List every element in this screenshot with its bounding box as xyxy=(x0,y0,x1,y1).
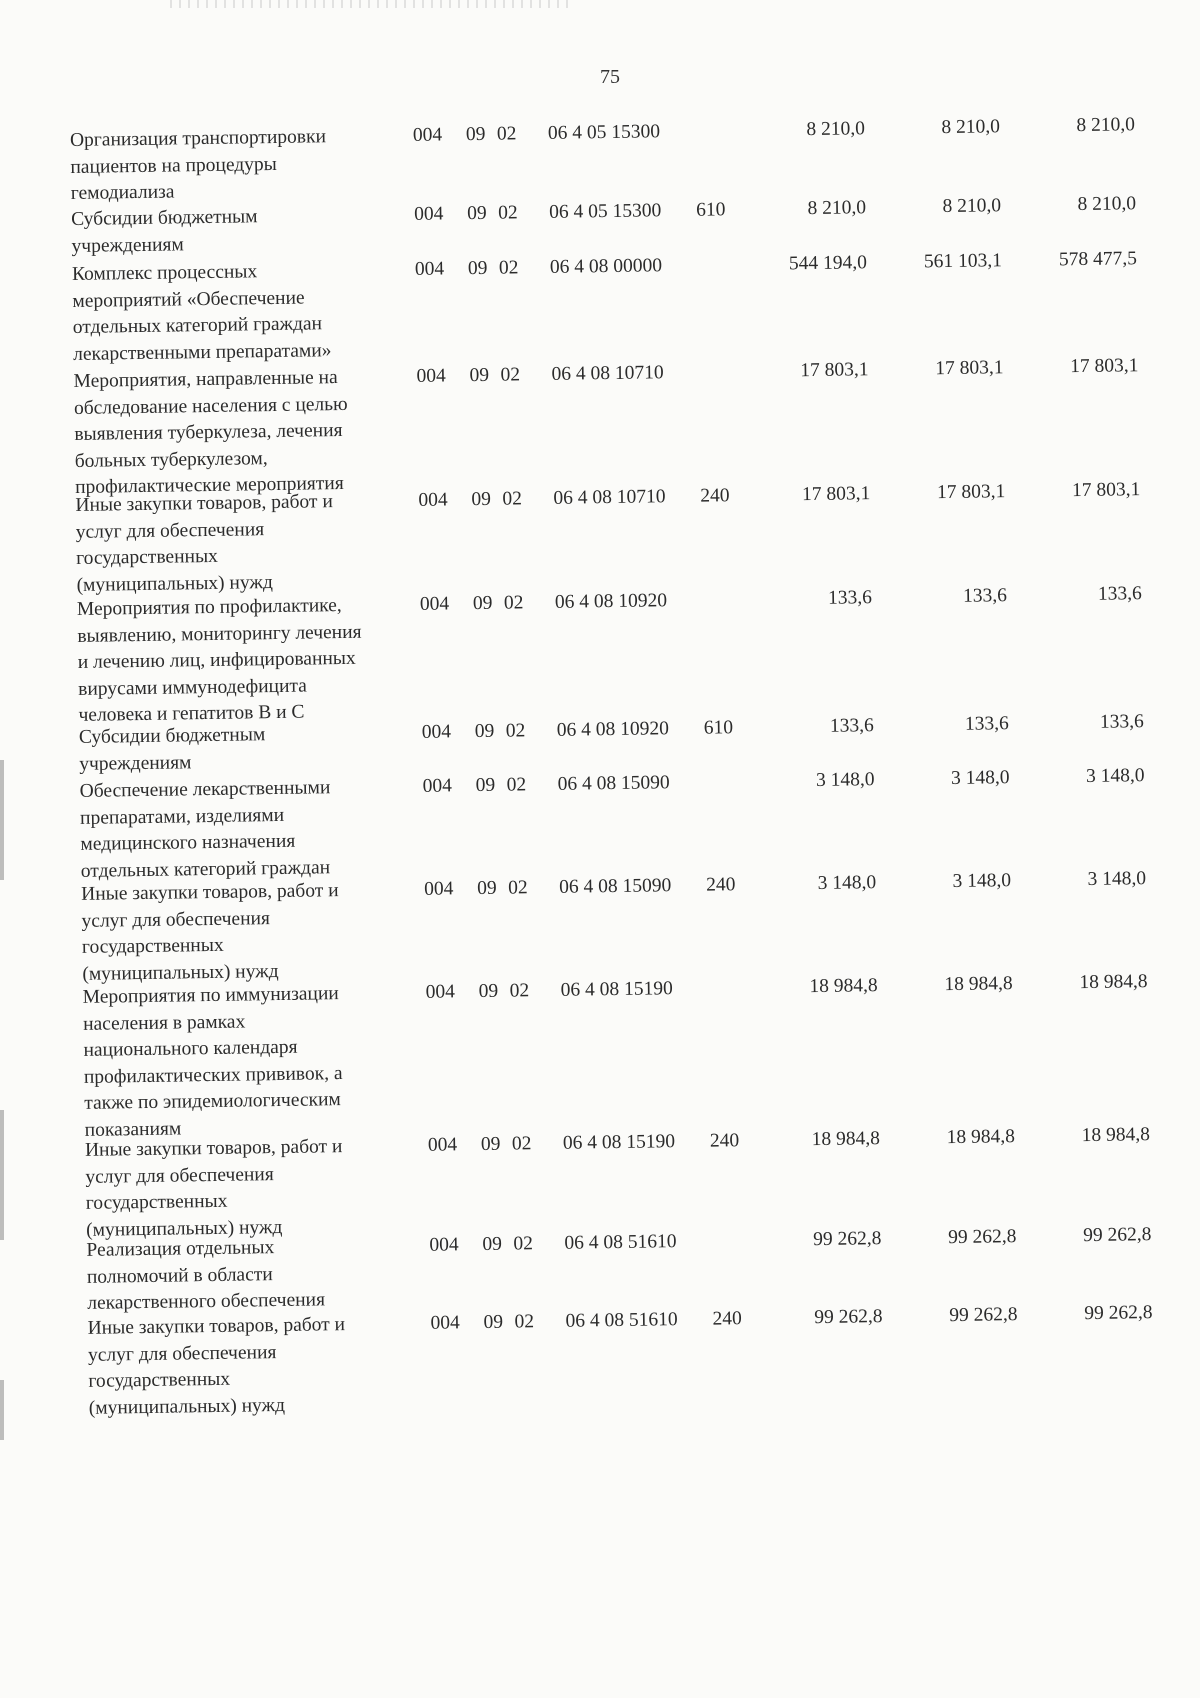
amount-year-1: 99 262,8 xyxy=(814,1306,883,1329)
row-name-line: населения в рамках xyxy=(82,1010,246,1035)
row-name-line: медицинского назначения xyxy=(80,830,296,855)
row-name-line: вирусами иммунодефицита xyxy=(77,675,308,700)
target-article-code: 06 4 05 15300 xyxy=(548,200,662,223)
subsection-code: 02 xyxy=(502,488,523,510)
row-name-line: также по эпидемиологическим xyxy=(84,1089,341,1114)
amount-year-2: 133,6 xyxy=(962,585,1008,607)
amount-year-3: 99 262,8 xyxy=(1084,1302,1153,1325)
expense-type-code: 240 xyxy=(705,874,736,896)
amount-year-3: 17 803,1 xyxy=(1071,479,1141,502)
row-name-line: услуг для обеспечения xyxy=(75,518,265,543)
target-article-code: 06 4 08 15090 xyxy=(558,875,672,898)
section-code: 09 xyxy=(472,592,493,615)
expense-type-code: 240 xyxy=(709,1130,740,1152)
amount-year-2: 17 803,1 xyxy=(936,481,1006,504)
row-name-line: Комплекс процессных xyxy=(71,261,258,285)
row-name-line: профилактические мероприятия xyxy=(74,472,344,498)
row-name-line: Мероприятия, направленные на xyxy=(73,367,338,392)
admin-code: 004 xyxy=(412,124,443,146)
amount-year-3: 3 148,0 xyxy=(1085,765,1145,787)
row-name-line: Иные закупки товаров, работ и xyxy=(81,880,339,905)
admin-code: 004 xyxy=(418,489,448,511)
expense-type-code: 610 xyxy=(703,717,734,739)
section-code: 09 xyxy=(480,1133,501,1156)
subsection-code: 02 xyxy=(506,774,527,796)
amount-year-3: 18 984,8 xyxy=(1081,1124,1151,1147)
row-name xyxy=(86,1233,427,1318)
admin-code: 004 xyxy=(423,878,454,900)
section-code: 09 xyxy=(471,488,492,511)
amount-year-2: 3 148,0 xyxy=(950,767,1010,789)
amount-year-2: 8 210,0 xyxy=(942,195,1002,218)
row-name-line: государственных xyxy=(81,934,224,958)
admin-code: 004 xyxy=(427,1134,458,1156)
subsection-code: 02 xyxy=(511,1133,532,1155)
amount-year-1: 99 262,8 xyxy=(812,1228,882,1251)
target-article-code: 06 4 08 15190 xyxy=(562,1131,676,1154)
row-name-line: (муниципальных) нужд xyxy=(82,960,279,985)
table-row xyxy=(0,111,1200,204)
amount-year-2: 99 262,8 xyxy=(947,1226,1017,1249)
amount-year-1: 3 148,0 xyxy=(817,872,877,894)
amount-year-1: 3 148,0 xyxy=(815,769,875,792)
amount-year-1: 8 210,0 xyxy=(807,197,867,220)
row-name-line: Мероприятия по профилактике, xyxy=(76,595,342,620)
row-name-line: (муниципальных) нужд xyxy=(88,1394,286,1419)
row-name-line: Иные закупки товаров, работ и xyxy=(84,1136,343,1161)
row-name-line: лекарственными препаратами» xyxy=(73,339,332,365)
section-code: 09 xyxy=(467,257,488,280)
admin-code: 004 xyxy=(422,775,453,797)
scan-edge-mark xyxy=(0,1110,4,1240)
row-name-line: Мероприятия по иммунизации xyxy=(82,983,339,1008)
section-code: 09 xyxy=(482,1233,503,1256)
amount-year-3: 8 210,0 xyxy=(1077,193,1137,216)
target-article-code: 06 4 08 51610 xyxy=(565,1309,678,1332)
admin-code: 004 xyxy=(413,203,444,225)
amount-year-3: 3 148,0 xyxy=(1087,868,1147,890)
target-article-code: 06 4 08 15090 xyxy=(557,772,670,795)
row-name-line: показаниям xyxy=(84,1117,182,1141)
amount-year-2: 99 262,8 xyxy=(949,1304,1018,1327)
row-name-line: государственных xyxy=(88,1368,231,1392)
row-name xyxy=(83,980,425,1144)
row-name-line: полномочий в области xyxy=(86,1263,273,1288)
subsection-code: 02 xyxy=(496,123,517,145)
amount-year-1: 544 194,0 xyxy=(788,252,868,275)
row-name-line: национального календаря xyxy=(83,1036,298,1061)
section-code: 09 xyxy=(469,364,490,387)
amount-year-1: 8 210,0 xyxy=(806,118,866,141)
subsection-code: 02 xyxy=(498,257,519,279)
section-code: 09 xyxy=(465,123,486,146)
amount-year-3: 578 477,5 xyxy=(1058,248,1138,271)
row-name-line: обследование населения с целью xyxy=(73,393,348,419)
section-code: 09 xyxy=(476,877,497,900)
admin-code: 004 xyxy=(414,258,445,280)
amount-year-1: 133,6 xyxy=(829,715,874,737)
row-name xyxy=(81,877,423,988)
row-name-line: учреждениям xyxy=(79,751,192,775)
admin-code: 004 xyxy=(419,593,450,615)
row-name-line: Иные закупки товаров, работ и xyxy=(87,1314,346,1339)
amount-year-3: 8 210,0 xyxy=(1076,114,1136,137)
row-name-line: Субсидии бюджетным xyxy=(78,724,266,748)
row-name-line: и лечению лиц, инфицированных xyxy=(77,647,356,673)
page-number: 75 xyxy=(600,66,620,88)
row-name xyxy=(72,257,414,368)
row-name-line: отдельных категорий граждан xyxy=(72,313,323,338)
row-name-line: мероприятий «Обеспечение xyxy=(72,287,305,312)
row-name xyxy=(75,488,417,599)
admin-code: 004 xyxy=(421,721,452,743)
row-name-line: Субсидии бюджетным xyxy=(71,206,258,230)
row-name xyxy=(77,592,419,730)
amount-year-3: 133,6 xyxy=(1099,711,1144,733)
amount-year-1: 18 984,8 xyxy=(809,975,878,998)
admin-code: 004 xyxy=(430,1312,460,1334)
admin-code: 004 xyxy=(416,365,446,387)
row-name-line: лекарственного обеспечения xyxy=(87,1289,326,1314)
row-name-line: Организация транспортировки xyxy=(69,126,327,151)
row-name-line: учреждениям xyxy=(71,233,184,257)
subsection-code: 02 xyxy=(509,980,530,1002)
target-article-code: 06 4 08 10920 xyxy=(554,590,668,613)
expense-type-code: 240 xyxy=(712,1308,742,1330)
row-name-line: гемодиализа xyxy=(70,181,175,204)
amount-year-1: 17 803,1 xyxy=(801,483,871,506)
amount-year-2: 3 148,0 xyxy=(952,870,1012,892)
target-article-code: 06 4 05 15300 xyxy=(547,121,661,144)
row-name xyxy=(73,364,415,502)
amount-year-1: 17 803,1 xyxy=(800,359,869,382)
scan-edge-mark xyxy=(0,760,4,880)
row-name-line: услуг для обеспечения xyxy=(87,1341,277,1366)
target-article-code: 06 4 08 10920 xyxy=(556,718,670,741)
row-name xyxy=(71,202,412,260)
target-article-code: 06 4 08 10710 xyxy=(551,362,664,385)
row-name-line: (муниципальных) нужд xyxy=(86,1216,283,1241)
admin-code: 004 xyxy=(425,981,456,1003)
row-name-line: Обеспечение лекарственными xyxy=(79,777,331,802)
amount-year-3: 133,6 xyxy=(1097,583,1143,605)
row-name-line: профилактических прививок, а xyxy=(83,1062,343,1088)
target-article-code: 06 4 08 15190 xyxy=(560,978,673,1001)
amount-year-3: 17 803,1 xyxy=(1070,355,1139,378)
subsection-code: 02 xyxy=(503,592,524,614)
expense-type-code: 610 xyxy=(695,199,726,221)
section-code: 09 xyxy=(466,202,487,225)
amount-year-2: 18 984,8 xyxy=(944,973,1013,996)
amount-year-2: 8 210,0 xyxy=(941,116,1001,139)
subsection-code: 02 xyxy=(513,1233,534,1255)
amount-year-3: 18 984,8 xyxy=(1079,971,1148,994)
amount-year-1: 18 984,8 xyxy=(811,1128,881,1151)
row-name-line: пациентов на процедуры xyxy=(70,153,277,178)
row-name-line: услуг для обеспечения xyxy=(81,907,271,932)
row-name-line: выявлению, мониторингу лечения xyxy=(77,621,362,647)
row-name-line: Иные закупки товаров, работ и xyxy=(75,491,333,516)
amount-year-2: 133,6 xyxy=(964,713,1009,735)
amount-year-2: 561 103,1 xyxy=(923,250,1003,273)
section-code: 09 xyxy=(478,980,499,1003)
row-name xyxy=(79,774,421,885)
subsection-code: 02 xyxy=(497,202,518,224)
row-name-line: препаратами, изделиями xyxy=(79,804,285,829)
subsection-code: 02 xyxy=(507,877,528,899)
row-name-line: выявления туберкулеза, лечения xyxy=(74,419,343,445)
row-name xyxy=(85,1133,427,1244)
row-name-line: государственных xyxy=(85,1190,228,1214)
expense-type-code: 240 xyxy=(700,485,730,507)
row-name-line: Реализация отдельных xyxy=(86,1237,275,1261)
row-name-line: государственных xyxy=(76,545,219,569)
subsection-code: 02 xyxy=(505,720,526,742)
admin-code: 004 xyxy=(429,1234,459,1256)
section-code: 09 xyxy=(483,1311,504,1333)
row-name-line: больных туберкулезом, xyxy=(74,447,268,472)
amount-year-2: 18 984,8 xyxy=(946,1126,1016,1149)
amount-year-3: 99 262,8 xyxy=(1082,1224,1152,1247)
row-name-line: отдельных категорий граждан xyxy=(80,856,331,882)
row-name-line: (муниципальных) нужд xyxy=(76,571,273,596)
row-name-line: услуг для обеспечения xyxy=(85,1163,274,1188)
row-name xyxy=(87,1311,429,1422)
row-name xyxy=(70,123,411,208)
amount-year-2: 17 803,1 xyxy=(935,357,1004,380)
target-article-code: 06 4 08 51610 xyxy=(564,1231,677,1254)
subsection-code: 02 xyxy=(500,364,521,386)
section-code: 09 xyxy=(475,774,496,797)
target-article-code: 06 4 08 10710 xyxy=(553,486,666,509)
scan-edge-mark xyxy=(0,1380,4,1440)
row-name-line: человека и гепатитов В и С xyxy=(78,701,305,726)
row-name xyxy=(79,720,420,778)
target-article-code: 06 4 08 00000 xyxy=(549,255,663,278)
section-code: 09 xyxy=(474,720,495,743)
subsection-code: 02 xyxy=(514,1311,535,1333)
amount-year-1: 133,6 xyxy=(827,587,873,609)
